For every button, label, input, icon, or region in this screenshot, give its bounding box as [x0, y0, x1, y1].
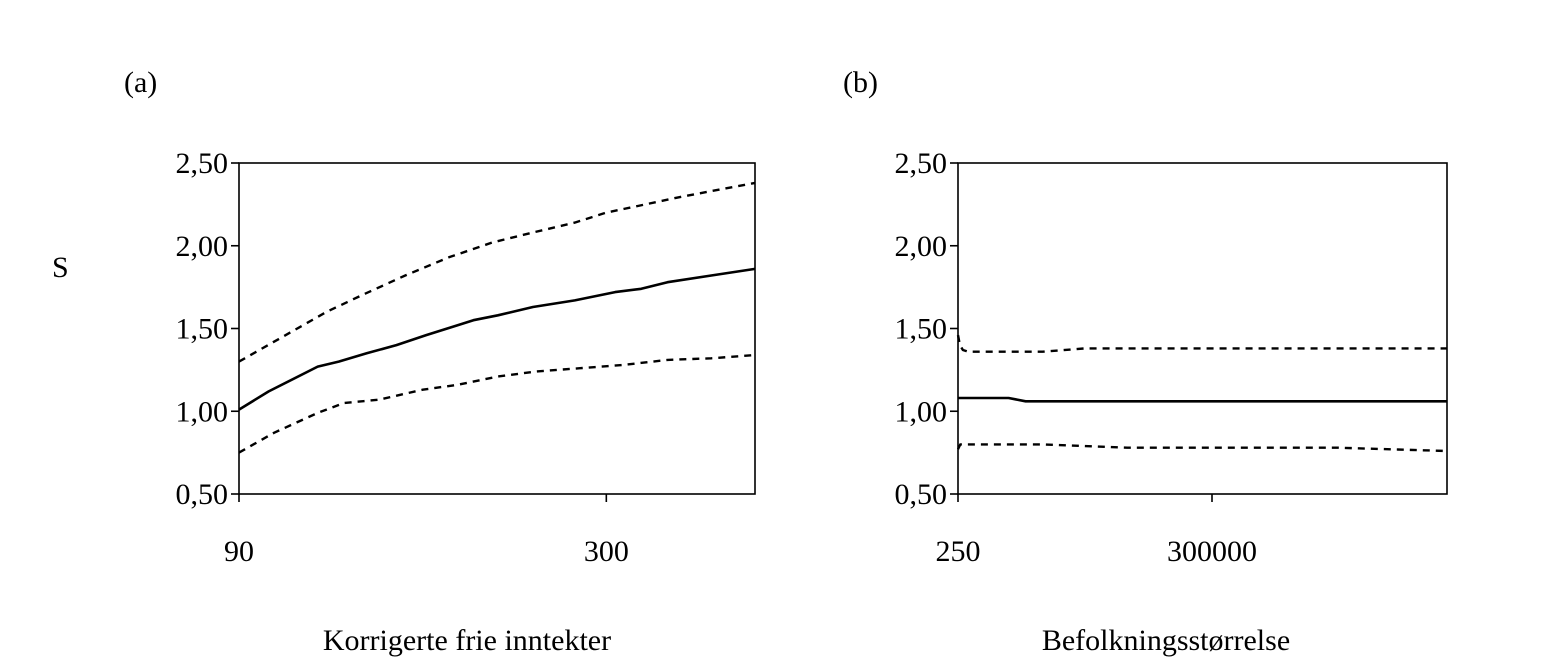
panel-a-x-axis [224, 494, 629, 568]
panel-b-y-tick-label: 2,00 [894, 229, 947, 263]
panel-b-y-tick-label: 0,50 [894, 478, 947, 511]
panel-a-dashed-series-line [239, 355, 755, 453]
panel-b-y-axis [895, 147, 959, 511]
panel-b-x-tick-label: 250 [935, 535, 981, 568]
panel-a-y-tick-label: 1,50 [175, 312, 228, 346]
panel-a-y-tick-label: 2,50 [175, 147, 228, 180]
panel-a [124, 66, 755, 657]
panel-b-label: (b) [843, 66, 878, 99]
panel-b-dashed-series-line [958, 444, 1447, 451]
panel-b-x-tick-label: 300000 [1167, 535, 1257, 568]
panel-b-plot-frame [958, 163, 1447, 494]
panel-a-y-tick-label: 2,00 [175, 229, 228, 263]
panel-a-series [239, 183, 755, 453]
y-axis-label: S [52, 251, 69, 284]
panel-a-y-tick-label: 1,00 [175, 395, 228, 429]
panel-a-solid-series-line [239, 269, 755, 410]
panel-b-dashed-series-line [958, 335, 1447, 352]
panel-b-solid-series-line [958, 398, 1447, 401]
panel-b [843, 66, 1447, 657]
panel-b-x-axis [936, 494, 1258, 568]
panel-a-x-axis-label: Korrigerte frie inntekter [322, 624, 612, 657]
panel-a-x-tick-label: 300 [583, 535, 629, 568]
panel-b-y-tick-label: 2,50 [894, 147, 947, 180]
panel-a-x-tick-label: 90 [224, 535, 254, 568]
panel-a-plot-frame [239, 163, 755, 494]
panel-a-label: (a) [124, 66, 158, 99]
panel-a-y-tick-label: 0,50 [175, 478, 228, 511]
panel-b-y-tick-label: 1,00 [894, 395, 947, 429]
panel-b-y-tick-label: 1,50 [894, 312, 947, 346]
panel-b-x-axis-label: Befolkningsstørrelse [1041, 624, 1291, 657]
panel-b-series [958, 335, 1447, 451]
panel-a-dashed-series-line [239, 183, 755, 362]
panel-a-y-axis [176, 147, 240, 511]
